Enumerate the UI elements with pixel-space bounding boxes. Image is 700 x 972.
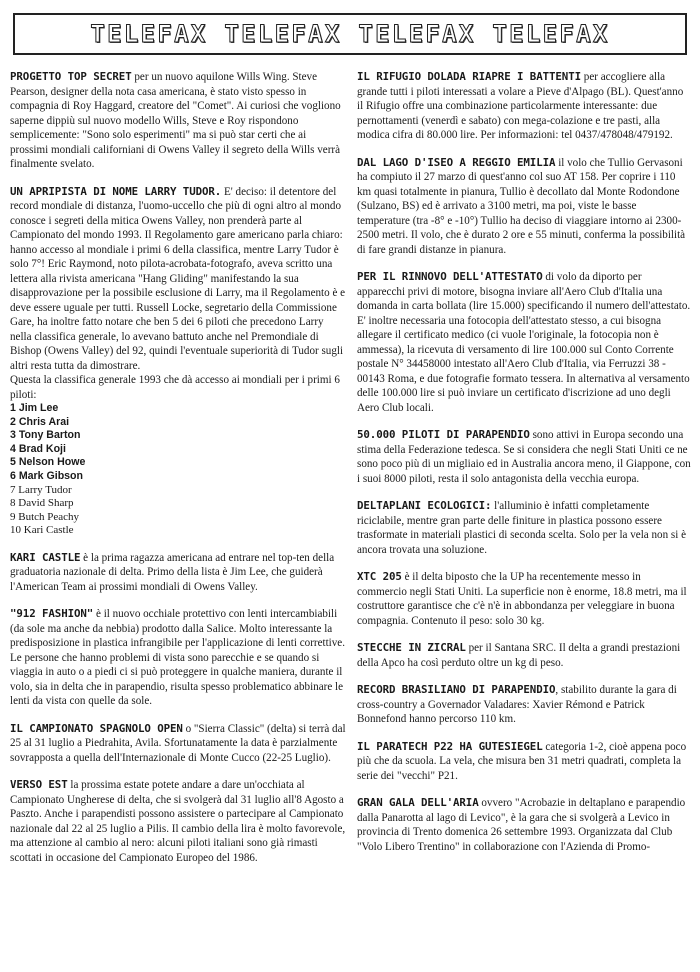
article-larry-tudor [10,185,347,538]
article-body: o "Sierra Classic" (delta) si terrà dal 25 al 31 luglio a Piedrahita, Avila. Sfortunatamente la data è parzialmente sovrapposta a quella dell'Internazionale di Monte Cucco (22-25 Luglio). [10,722,346,764]
article-piloti-parapendio [357,428,692,486]
article-body: il volo che Tullio Gervasoni ha compiuto il 27 marzo di quest'anno col suo AT 158. Per coprire i 110 km quasi totalmente in pianura, Tullio è decollato dal Monte Rodondone (Sulzano, BS) ed è arrivato a 3100 metri, ma poi, viste le basse temperature (tra -8° e -10°) Tullio ha deciso di viaggiare intorno ai 2300-2500 metri. Il volo, che è durato 2 ore e 55 minuti, conferma la possibilità di fare grandi distanze in pianura. [357,156,686,256]
article-headline: IL PARATECH P22 HA GUTESIEGEL [357,739,543,753]
ranking-item: 4 Brad Koji [10,442,66,455]
article-body: è la prima ragazza americana ad entrare nel top-ten della graduatoria nazionale di delta. Primo della lista è Jim Lee, che guiderà l'American Team ai prossimi mondiali di Owens Valley. [10,551,335,593]
article-paratech-p22 [357,740,692,784]
article-headline: DAL LAGO D'ISEO A REGGIO EMILIA [357,155,556,169]
article-912-fashion [10,607,347,709]
article-body: per accogliere alla grande tutti i piloti interessati a volare a Pieve d'Alpago (BL). Quest'anno il Rifugio offre una combinazione particolarmente interessante: due pernottamenti (venerdì e sabato) con mega-colazione e tre pasti, alla modica cifra di 80.000 lire. Per informazioni: tel 0437/478048/479192. [357,71,684,141]
ranking-item: 2 Chris Arai [10,415,70,428]
article-headline: KARI CASTLE [10,550,81,564]
ranking-item: 10 Kari Castle [10,524,74,537]
article-kari-castle [10,551,347,595]
article-verso-est [10,778,347,865]
article-xtc-205 [357,570,692,628]
article-body: è il delta biposto che la UP ha recentemente messo in commercio negli Stati Uniti. La superficie non è enorme, 18.8 metri, ma il costruttore garantisce che c'è n'è in abbondanza per veleggiare in buona compagnia. Contenuto il peso: solo 30 kg. [357,571,687,627]
ranking-item: 1 Jim Lee [10,402,59,414]
article-body: E' deciso: il detentore del record mondiale di distanza, l'uomo-uccello che più di ogni altro al mondo conosce i segreti della mitica Owens Valley, non prenderà parte al Campionato del mondo 1993. Il Regolamento gare americano parla chiaro: hanno accesso al mondiale i primi 6 della classifica, mentre Larry Tudor è solo 7°! Eric Raymond, noto pilota-acrobata-fotografo, aveva scritto una lettera alla rivista americana "Hang Gliding" manifestando la sua disapprovazione per la possibile esclusione di Larry, ma il Regolamento è e deve essere uguale per tutti. Russell Locke, segretario della Commissione Gare, ha inoltre fatto notare che ben 5 dei 6 piloti che precedono Larry nella classifica generale, lo avevano battuto anche nel Premondiale di Bishop (Owens Valley) del 92, quindi l'eventuale superiorità di Tudor sugli altri resta tutta da dimostrare. [10,185,346,372]
article-headline: 50.000 PILOTI DI PARAPENDIO [357,428,530,441]
article-campionato-spagnolo [10,722,347,766]
article-headline: "912 FASHION" [10,607,94,621]
ranking-item: 6 Mark Gibson [10,469,83,482]
ranking-item: 5 Nelson Howe [10,456,86,469]
article-gran-gala [357,796,692,854]
ranking-item: 7 Larry Tudor [10,483,72,496]
article-headline: XTC 205 [357,570,402,583]
article-deltaplani-ecologici [357,499,692,557]
article-body: , stabilito durante la gara di cross-country a Governador Valadares: Xavier Rémond e Patrick Bonnefond hanno percorso 110 km. [357,684,677,725]
ranking-item: 8 David Sharp [10,497,74,510]
article-body: la prossima estate potete andare a dare un'occhiata al Campionato Ungherese di delta, che si svolgerà dal 31 luglio all'8 Agosto a Paszto. Anche i parapendisti possono assistere o partecipare al Campionato nazionale dal 22 al 25 luglio a Pilis. Il cambio della lira è molto favorevole, ma attenzione al cambio al nero: alcuni piloti italiani sono già rimasti scottati in occasione del Campionato Europeo del 1986. [10,779,346,864]
article-lago-iseo [357,156,692,258]
article-headline: PER IL RINNOVO DELL'ATTESTATO [357,270,543,283]
article-rinnovo-attestato [357,270,692,415]
article-headline: VERSO EST [10,778,68,792]
article-headline: DELTAPLANI ECOLOGICI: [357,499,492,512]
article-headline: IL RIFUGIO DOLADA RIAPRE I BATTENTI [357,70,582,83]
article-body: per il Santana SRC. Il delta a grandi prestazioni della Apco ha così perduto oltre un kg di peso. [357,642,681,669]
article-stecche-zicral [357,641,692,670]
article-body: sono attivi in Europa secondo una stima della Federazione tedesca. Se si considera che negli Stati Uniti ce ne sono poco più di un migliaio ed in Australia ancora meno, il Giappone, con i suoi 8000 piloti, resta il solo antagonista della vecchia europa. [357,429,691,485]
ranking-intro: Questa la classifica generale 1993 che dà accesso ai mondiali per i primi 6 piloti: [10,374,340,401]
article-headline: RECORD BRASILIANO DI PARAPENDIO [357,683,556,696]
telefax-banner [13,13,687,55]
article-body: categoria 1-2, cioè appena poco più che da scuola. La vela, che misura ben 31 metri quadrati, completa la serie dei "vecchi" P21. [357,740,687,782]
article-rifugio-dolada [357,70,692,143]
article-body: per un nuovo aquilone Wills Wing. Steve Pearson, designer della nota casa americana, è stato visto spesso in compagnia di Roy Haggard, creatore del "Comet". Ai curiosi che vogliono saperne dippiù sul nuovo modello Wills, Steve e Roy rispondono semplicemente: "Sono solo esperimenti" ma si può star certi che ai prossimi mondiali californiani di Owens Valley il segreto della Wills verrà finalmente svelato. [10,71,341,170]
banner-title: TELEFAX TELEFAX TELEFAX TELEFAX [90,20,610,48]
article-headline: GRAN GALA DELL'ARIA [357,796,479,809]
left-column [10,70,347,878]
article-progetto-top-secret [10,70,347,172]
article-headline: PROGETTO TOP SECRET [10,70,132,83]
article-headline: IL CAMPIONATO SPAGNOLO OPEN [10,721,183,735]
article-body: ovvero "Acrobazie in deltaplano e parapendio dalla Panarotta al lago di Levico", è la gara che si svolgerà a Levico in provincia di Trento domenica 26 settembre 1993. Organizzata dal Club "Volo Libero Trentino" in collaborazione con l'Azienda di Promo- [357,797,686,853]
article-headline: STECCHE IN ZICRAL [357,641,466,654]
article-body: l'alluminio è infatti completamente riciclabile, mentre gran parte delle finiture in plastica possono essere trasformate in materiali plastici di seconda scelta. Solo per la vela non si è ancora trovata una soluzione. [357,500,687,556]
right-column [357,70,692,867]
article-body: di volo da diporto per apparecchi privi di motore, bisogna inviare all'Aero Club d'Italia una domanda in carta bollata (lire 15.000) specificando il numero dell'attestato. E' inoltre necessaria una fotocopia dell'attestato stesso, a cui bisogna allegare il certificato medico (ci vuole l'originale, la fotocopia non è ammessa), la ricevuta di versamento di lire 100.000 sul Conto Corrente postale N° 34458000 intestato all'Aero Club d'Italia, via Ferruzzi 38 - 00143 Roma, e due fotografie formato tessera. In alternativa al versamento delle 100.000 lire si può inviare un certificato d'iscrizione ad uno degli Aero Club locali. [357,271,691,414]
article-record-brasiliano [357,683,692,727]
article-headline: UN APRIPISTA DI NOME LARRY TUDOR. [10,184,222,198]
ranking-item: 3 Tony Barton [10,429,81,442]
ranking-list [10,402,347,538]
ranking-item: 9 Butch Peachy [10,510,80,523]
article-body: è il nuovo occhiale protettivo con lenti intercambiabili (da sole ma anche da nebbia) prodotto dalla Salice. Molto interessante la predisposizione in plastica infrangibile per l'applicazione di lenti correttive. Le persone che hanno problemi di vista sono parecchie e se quando si viaggia in auto o a piedi ci si può proteggere in qualche maniera, durante il volo, sia in delta che in parapendio, risulta spesso problematico abbinare le lenti da vista con quelle da sole. [10,608,346,708]
